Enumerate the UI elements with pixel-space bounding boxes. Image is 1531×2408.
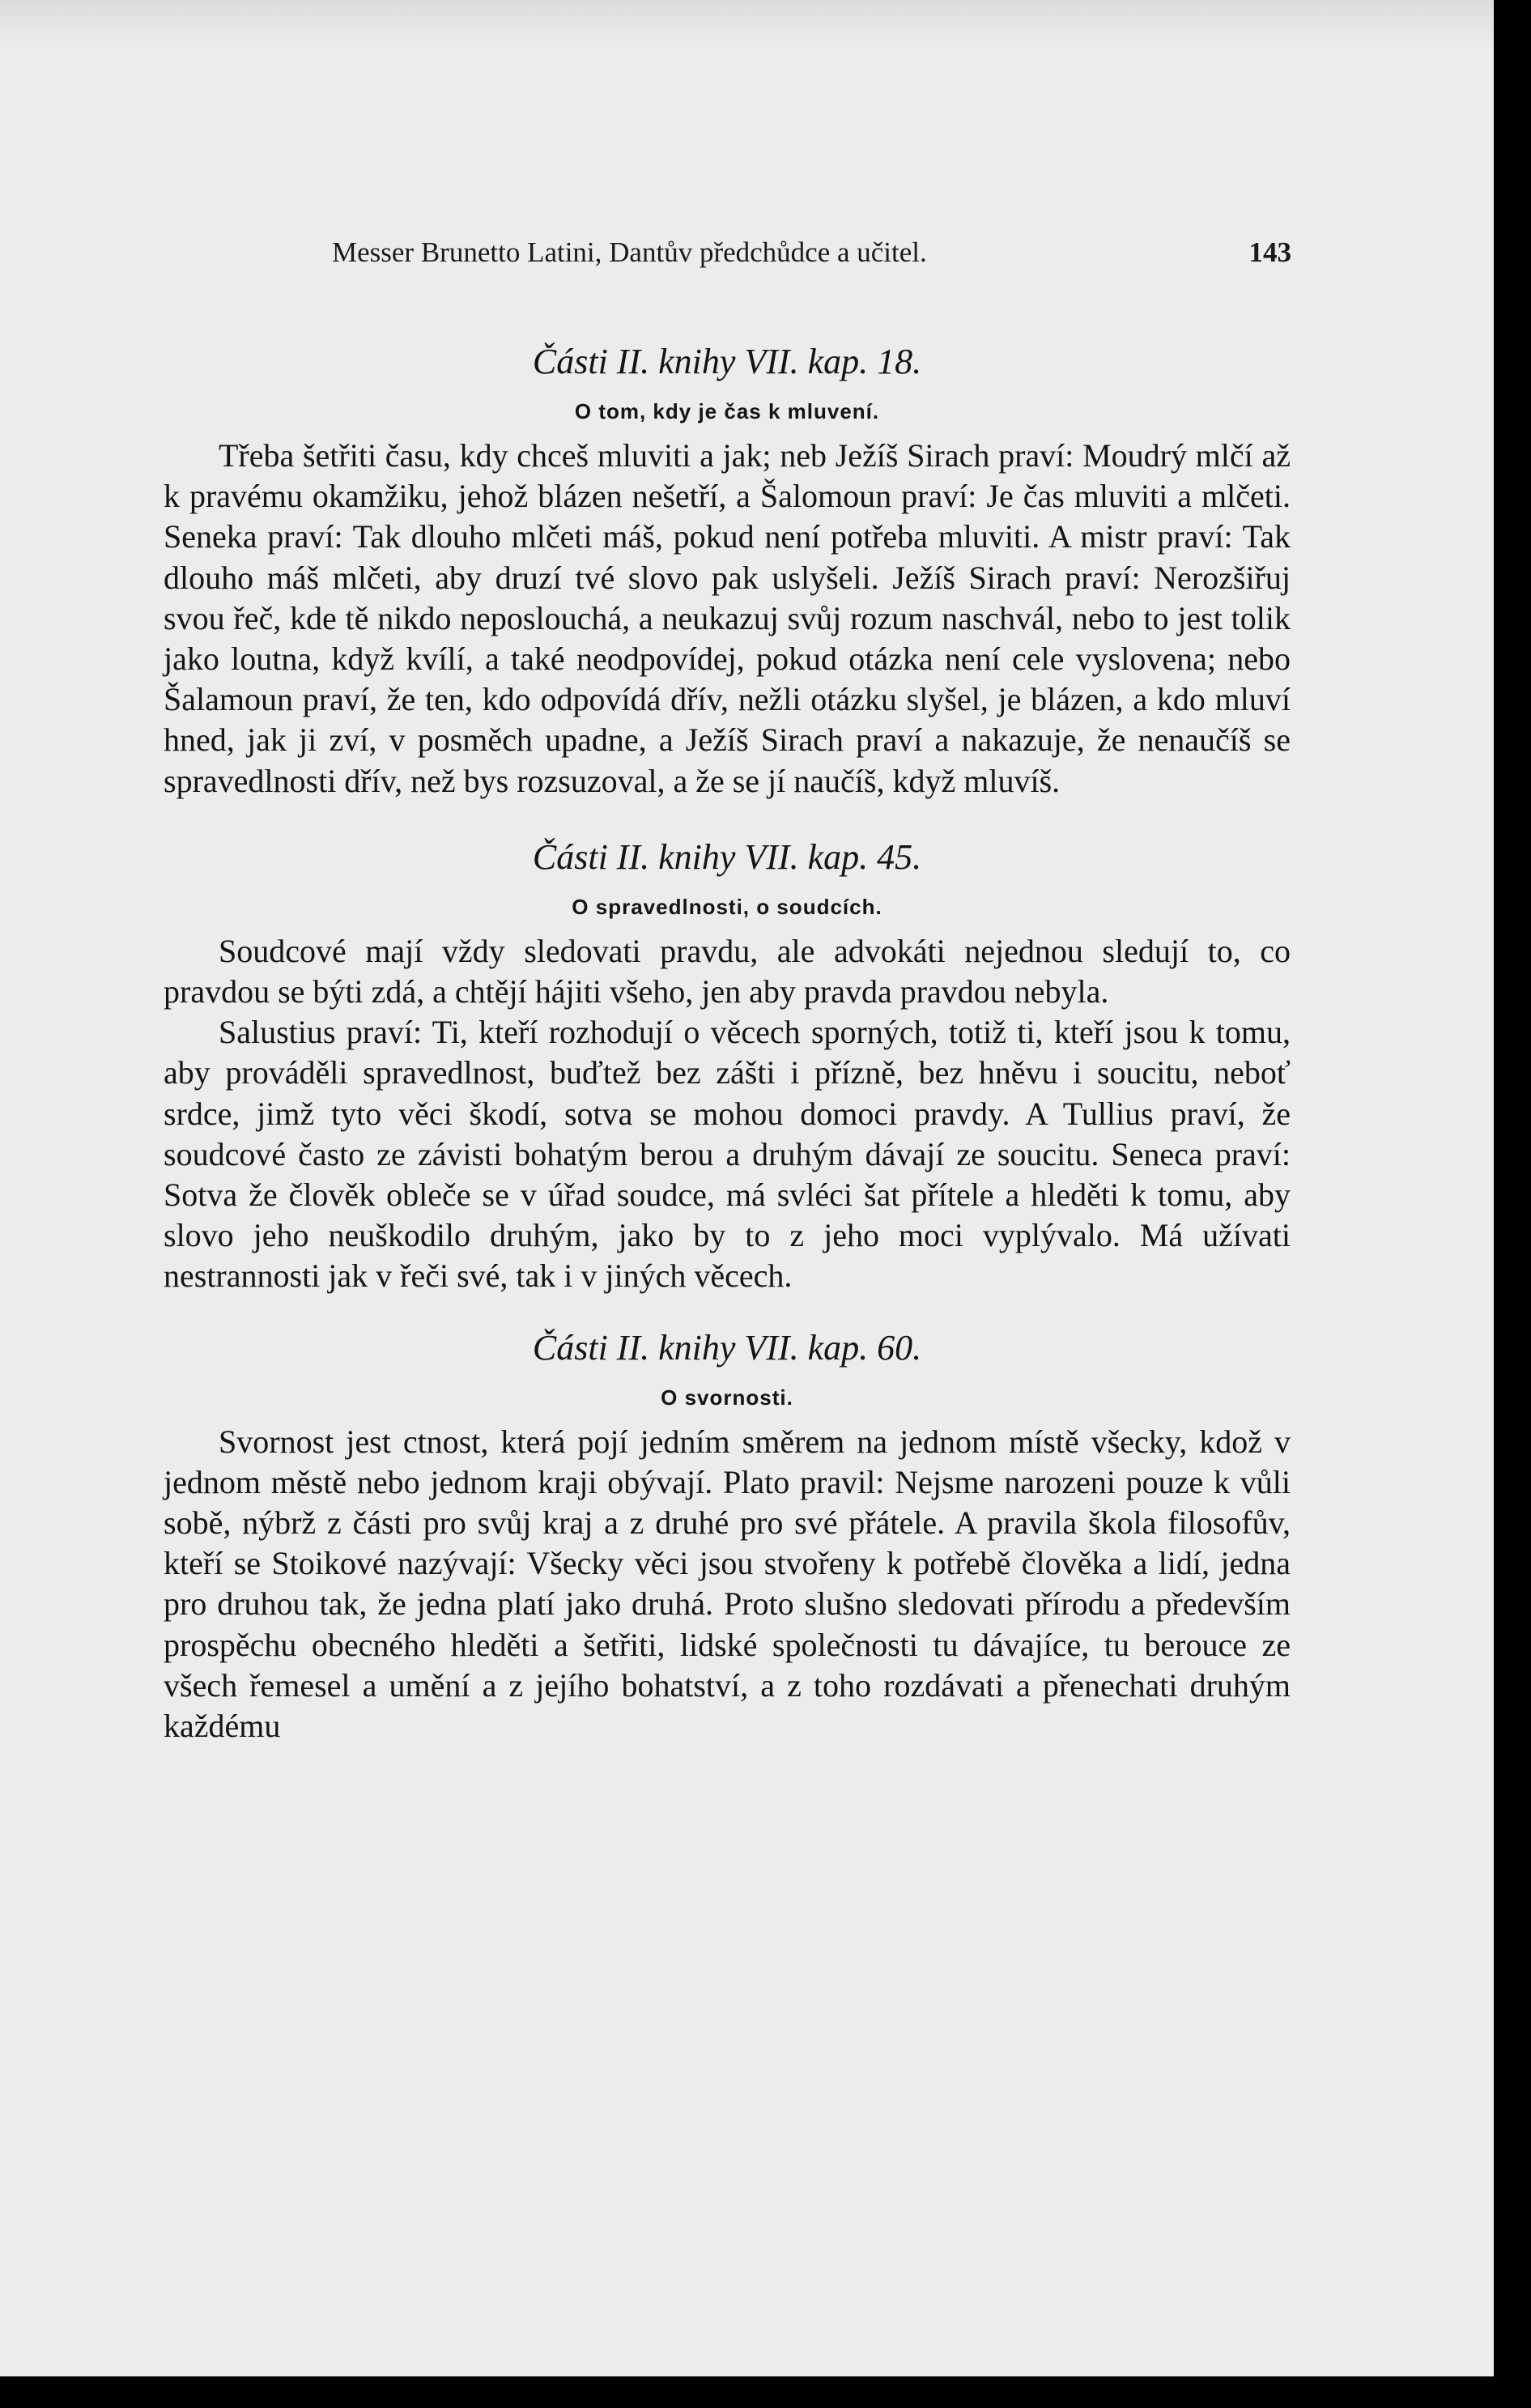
paragraph: Soudcové mají vždy sledovati pravdu, ale advokáti nejednou sledují to, co pravdou se býti zdá, a chtějí hájiti všeho, jen aby pravda pravdou nebyla. — [164, 932, 1291, 1010]
running-head — [332, 236, 1291, 277]
section-heading: Části II. knihy VII. kap. 60. — [532, 1327, 922, 1368]
page-number: 143 — [1248, 236, 1291, 268]
text-block — [164, 340, 1291, 1776]
section-chapter-60 — [164, 1326, 1291, 1747]
section-subheading: O svornosti. — [661, 1385, 793, 1410]
section-subheading: O spravedlnosti, o soudcích. — [572, 894, 882, 919]
section-chapter-18 — [164, 340, 1291, 802]
section-heading: Části II. knihy VII. kap. 45. — [532, 836, 922, 877]
scan-shadow — [0, 0, 1494, 49]
paragraph: Třeba šetřiti času, kdy chceš mluviti a jak; neb Ježíš Sirach praví: Moudrý mlčí až k pravému okamžiku, jehož blázen nešetří, a Šalomoun praví: Je čas mluviti a mlčeti. Seneka praví: Tak dlouho mlčeti máš, pokud není potřeba mluviti. A mistr praví: Tak dlouho máš mlčeti, aby druzí tvé slovo pak uslyšeli. Ježíš Sirach praví: Nerozšiřuj svou řeč, kde tě nikdo neposlouchá, a neukazuj svůj rozum naschvál, nebo to jest tolik jako loutna, když kvílí, a také neodpovídej, pokud otázka není cele vyslovena; nebo Šalamoun praví, že ten, kdo odpovídá dřív, nežli otázku slyšel, je blázen, a kdo mluví hned, jak ji zví, v posměch upadne, a Ježíš Sirach praví a nakazuje, že nenaučíš se spravedlnosti dřív, než bys rozsuzoval, a že se jí naučíš, když mluvíš. — [164, 437, 1291, 799]
paragraph: Svornost jest ctnost, která pojí jedním směrem na jednom místě všecky, kdož v jednom městě nebo jednom kraji obývají. Plato pravil: Nejsme narozeni pouze k vůli sobě, nýbrž z části pro svůj kraj a z druhé pro své přátele. A pravila škola filosofův, kteří se Stoikové nazývají: Všecky věci jsou stvořeny k potřebě člověka a lidí, jedna pro druhou tak, že jedna platí jako druhá. Proto slušno sledovati přírodu a především prospěchu obecného hleděti a šetřiti, lidské společnosti tu dávajíce, tu berouce ze všech řemesel a umění a z jejího bohatství, a z toho rozdávati a přenechati druhým každému — [164, 1423, 1291, 1745]
section-chapter-45 — [164, 836, 1291, 1297]
running-head-title: Messer Brunetto Latini, Dantův předchůdce a učitel. — [332, 236, 927, 268]
section-subheading: O tom, kdy je čas k mluvení. — [574, 399, 880, 423]
section-heading: Části II. knihy VII. kap. 18. — [532, 342, 922, 381]
paragraph: Salustius praví: Ti, kteří rozhodují o věcech sporných, totiž ti, kteří jsou k tomu, aby prováděli spravedlnost, buďtež bez zášti i přízně, bez hněvu i soucitu, neboť srdce, jimž tyto věci škodí, sotva se mohou domoci pravdy. A Tullius praví, že soudcové často ze závisti bohatým berou a druhým dávají ze soucitu. Seneca praví: Sotva že člověk obleče se v úřad soudce, má svléci šat přítele a hleděti k tomu, aby slovo jeho neuškodilo druhým, jako by to z jeho moci vyplývalo. Má užívati nestrannosti jak v řeči své, tak i v jiných věcech. — [164, 1014, 1291, 1295]
